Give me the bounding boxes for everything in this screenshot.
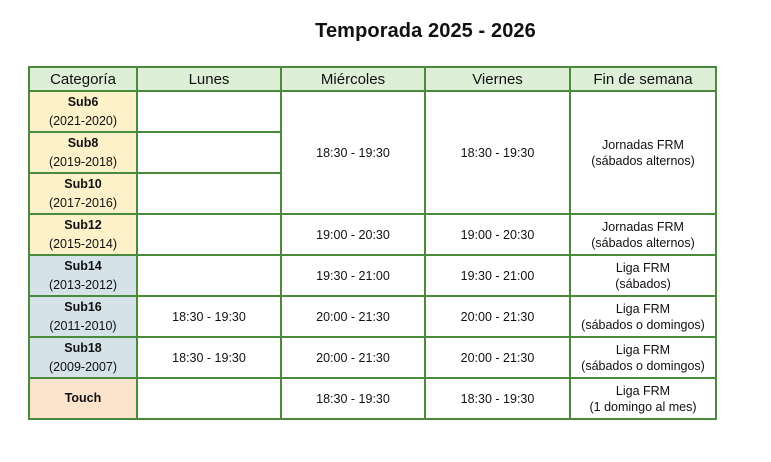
cell-miercoles-sub16: 20:00 - 21:30 [281,296,425,337]
cell-viernes-sub14: 19:30 - 21:00 [425,255,570,296]
category-name: Sub8 [67,135,99,150]
category-name: Sub14 [64,258,102,273]
weekend-competition: Liga FRM [615,260,671,275]
cell-miercoles-sub6-10: 18:30 - 19:30 [281,91,425,214]
cell-lunes-touch [137,378,281,419]
cell-miercoles-touch: 18:30 - 19:30 [281,378,425,419]
page-title: Temporada 2025 - 2026 [315,20,536,42]
cell-viernes-sub16: 20:00 - 21:30 [425,296,570,337]
category-name: Sub6 [67,94,99,109]
category-name: Touch [64,391,102,405]
category-sub10 [29,173,137,214]
weekend-competition: Jornadas FRM [602,219,684,234]
category-years: (2021-2020) [48,113,118,128]
cell-miercoles-sub12: 19:00 - 20:30 [281,214,425,255]
cell-lunes-sub16: 18:30 - 19:30 [137,296,281,337]
header-miercoles: Miércoles [281,67,425,91]
category-name: Sub10 [64,176,102,191]
schedule-table [28,66,717,420]
category-touch [29,378,137,419]
category-sub12 [29,214,137,255]
category-years: (2015-2014) [48,236,118,251]
cell-fin-sub16 [570,296,716,337]
weekend-frequency: (sábados alternos) [591,153,695,168]
category-years: (2013-2012) [48,277,118,292]
cell-viernes-touch: 18:30 - 19:30 [425,378,570,419]
table-row-sub6 [29,91,716,132]
header-fin-de-semana: Fin de semana [570,67,716,91]
table-row-sub18 [29,337,716,378]
cell-fin-touch [570,378,716,419]
weekend-frequency: (sábados o domingos) [581,317,705,332]
table-row-sub16 [29,296,716,337]
category-years: (2011-2010) [49,318,117,333]
cell-lunes-sub8 [137,132,281,173]
cell-fin-sub14 [570,255,716,296]
table-header-row [29,67,716,91]
header-categoria: Categoría [29,67,137,91]
cell-viernes-sub12: 19:00 - 20:30 [425,214,570,255]
category-sub8 [29,132,137,173]
category-name: Sub16 [64,299,102,314]
category-name: Sub12 [64,217,102,232]
cell-fin-sub18 [570,337,716,378]
table-row-sub14 [29,255,716,296]
weekend-competition: Liga FRM [615,342,671,357]
cell-fin-sub6-10 [570,91,716,214]
cell-lunes-sub10 [137,173,281,214]
cell-lunes-sub14 [137,255,281,296]
category-years: (2009-2007) [48,359,118,374]
cell-fin-sub12 [570,214,716,255]
cell-lunes-sub18: 18:30 - 19:30 [137,337,281,378]
weekend-frequency: (sábados o domingos) [581,358,705,373]
category-years: (2019-2018) [48,154,118,169]
cell-lunes-sub6 [137,91,281,132]
category-name: Sub18 [64,340,102,355]
weekend-frequency: (sábados alternos) [591,235,695,250]
cell-viernes-sub6-10: 18:30 - 19:30 [425,91,570,214]
weekend-frequency: (sábados) [615,276,671,291]
category-sub6 [29,91,137,132]
cell-lunes-sub12 [137,214,281,255]
cell-miercoles-sub14: 19:30 - 21:00 [281,255,425,296]
weekend-competition: Liga FRM [615,383,671,398]
category-sub16 [29,296,137,337]
category-sub18 [29,337,137,378]
category-sub14 [29,255,137,296]
table-row-sub12 [29,214,716,255]
cell-miercoles-sub18: 20:00 - 21:30 [281,337,425,378]
category-years: (2017-2016) [48,195,118,210]
header-viernes: Viernes [425,67,570,91]
weekend-competition: Liga FRM [615,301,671,316]
weekend-frequency: (1 domingo al mes) [589,399,697,414]
weekend-competition: Jornadas FRM [602,137,684,152]
table-row-touch [29,378,716,419]
cell-viernes-sub18: 20:00 - 21:30 [425,337,570,378]
header-lunes: Lunes [137,67,281,91]
